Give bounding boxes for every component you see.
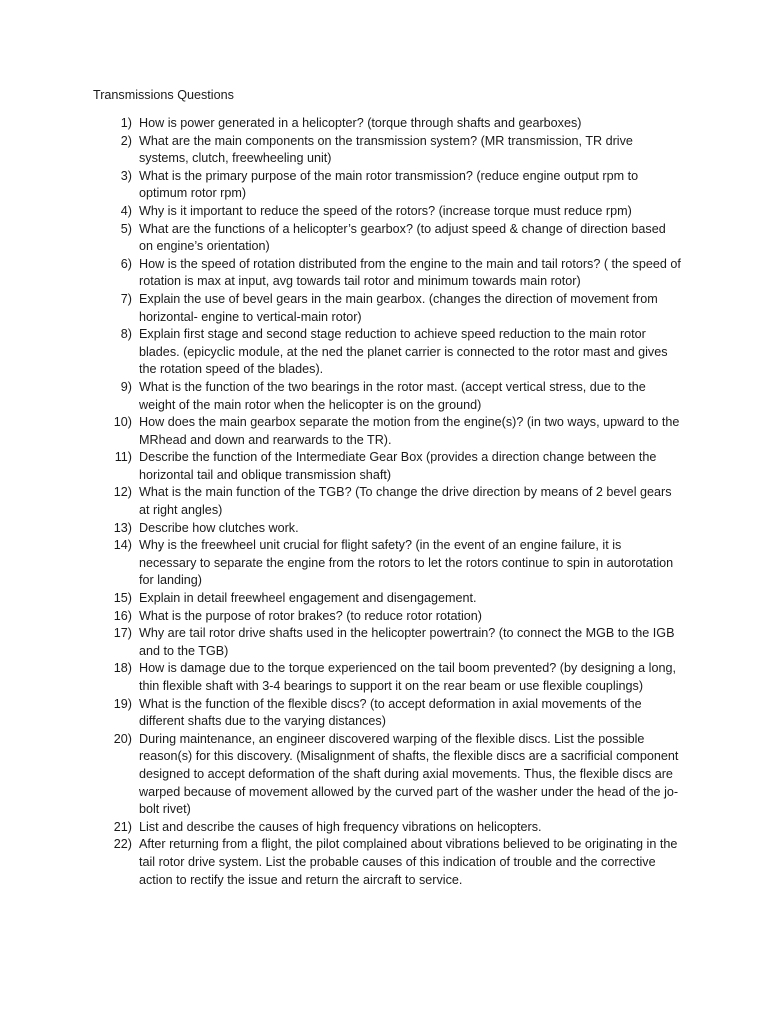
question-number: 18) <box>113 661 132 676</box>
question-text: Why is the freewheel unit crucial for flight safety? (in the event of an engine failure, it is necessary to separate the engine from the rotors to let the rotors continue to spin in autorotation for landing) <box>139 538 674 588</box>
question-number: 6) <box>120 256 132 271</box>
question-list <box>0 115 768 889</box>
question-item <box>0 168 681 203</box>
question-number: 9) <box>120 379 132 394</box>
question-text: What are the functions of a helicopter’s gearbox? (to adjust speed & change of direction based on engine’s orientation) <box>139 221 666 254</box>
question-number: 7) <box>120 291 132 306</box>
question-text: Describe how clutches work. <box>139 520 299 535</box>
question-number: 14) <box>113 538 132 553</box>
question-number: 11) <box>114 450 132 465</box>
question-item <box>0 696 681 731</box>
question-item <box>0 660 681 695</box>
question-number: 4) <box>120 203 132 218</box>
question-item <box>0 836 681 889</box>
question-text: What is the function of the two bearings in the rotor mast. (accept vertical stress, due to the weight of the main rotor when the helicopter is on the ground) <box>139 379 646 412</box>
question-text: After returning from a flight, the pilot complained about vibrations believed to be originating in the tail rotor drive system. List the probable causes of this indication of trouble and the corrective action to rectify the issue and return the aircraft to service. <box>139 837 678 887</box>
question-item <box>0 590 681 608</box>
question-text: Describe the function of the Intermediate Gear Box (provides a direction change between the horizontal tail and oblique transmission shaft) <box>139 450 657 482</box>
question-number: 13) <box>113 520 132 535</box>
question-item <box>0 608 681 626</box>
question-number: 16) <box>113 608 132 623</box>
question-number: 8) <box>120 327 132 342</box>
question-number: 5) <box>120 221 132 236</box>
question-item <box>0 256 681 291</box>
question-item <box>0 221 681 256</box>
question-number: 22) <box>113 837 132 852</box>
question-item <box>0 203 681 221</box>
question-text: During maintenance, an engineer discovered warping of the flexible discs. List the possible reason(s) for this discovery. (Misalignment of shafts, the flexible discs are a sacrificial component designed to accept deformation of the shaft during axial movements. Thus, the flexible discs are warped because of movement allowed by the curved part of the washer under the head of the jo-bolt rivet) <box>139 731 679 817</box>
question-item <box>0 133 681 168</box>
question-text: What is the main function of the TGB? (To change the drive direction by means of 2 bevel gears at right angles) <box>139 485 672 518</box>
question-item <box>0 115 681 133</box>
question-item <box>0 449 681 484</box>
question-item <box>0 625 681 660</box>
question-text: Explain in detail freewheel engagement and disengagement. <box>139 591 477 606</box>
question-item <box>0 484 681 519</box>
question-item <box>0 731 681 819</box>
question-item <box>0 537 681 590</box>
question-text: Explain first stage and second stage reduction to achieve speed reduction to the main rotor blades. (epicyclic module, at the ned the planet carrier is connected to the rotor mast and gives the rotation speed of the blades). <box>139 327 668 377</box>
question-text: Why are tail rotor drive shafts used in the helicopter powertrain? (to connect the MGB to the IGB and to the TGB) <box>139 626 675 658</box>
question-number: 1) <box>120 116 132 130</box>
question-item <box>0 414 681 449</box>
question-text: How is damage due to the torque experienced on the tail boom prevented? (by designing a long, thin flexible shaft with 3-4 bearings to support it on the rear beam or use flexible couplings) <box>139 661 676 693</box>
question-item <box>0 326 681 379</box>
question-number: 10) <box>113 415 132 430</box>
question-text: Why is it important to reduce the speed of the rotors? (increase torque must reduce rpm) <box>139 203 632 218</box>
question-number: 17) <box>113 626 132 641</box>
question-text: How is power generated in a helicopter? (torque through shafts and gearboxes) <box>139 116 582 130</box>
question-text: What is the purpose of rotor brakes? (to reduce rotor rotation) <box>139 608 482 623</box>
question-text: What are the main components on the transmission system? (MR transmission, TR drive systems, clutch, freewheeling unit) <box>139 133 633 166</box>
document-title: Transmissions Questions <box>93 88 234 102</box>
question-number: 15) <box>113 591 132 606</box>
question-item <box>0 291 681 326</box>
question-number: 2) <box>120 133 132 148</box>
question-number: 3) <box>120 168 132 183</box>
question-text: Explain the use of bevel gears in the main gearbox. (changes the direction of movement from horizontal- engine to vertical-main rotor) <box>139 291 658 324</box>
question-text: How is the speed of rotation distributed from the engine to the main and tail rotors? ( the speed of rotation is max at input, avg towards tail rotor and minimum towards main rotor) <box>139 256 681 289</box>
question-number: 20) <box>113 731 132 746</box>
question-number: 12) <box>113 485 132 500</box>
question-text: List and describe the causes of high frequency vibrations on helicopters. <box>139 819 542 834</box>
question-number: 21) <box>113 819 132 834</box>
question-number: 19) <box>113 696 132 711</box>
question-item <box>0 520 681 538</box>
question-text: What is the function of the flexible discs? (to accept deformation in axial movements of the different shafts due to the varying distances) <box>139 696 642 729</box>
question-item <box>0 379 681 414</box>
question-text: What is the primary purpose of the main rotor transmission? (reduce engine output rpm to optimum rotor rpm) <box>139 168 639 201</box>
question-item <box>0 819 681 837</box>
question-text: How does the main gearbox separate the motion from the engine(s)? (in two ways, upward to the MRhead and down and rearwards to the TR). <box>139 415 680 447</box>
